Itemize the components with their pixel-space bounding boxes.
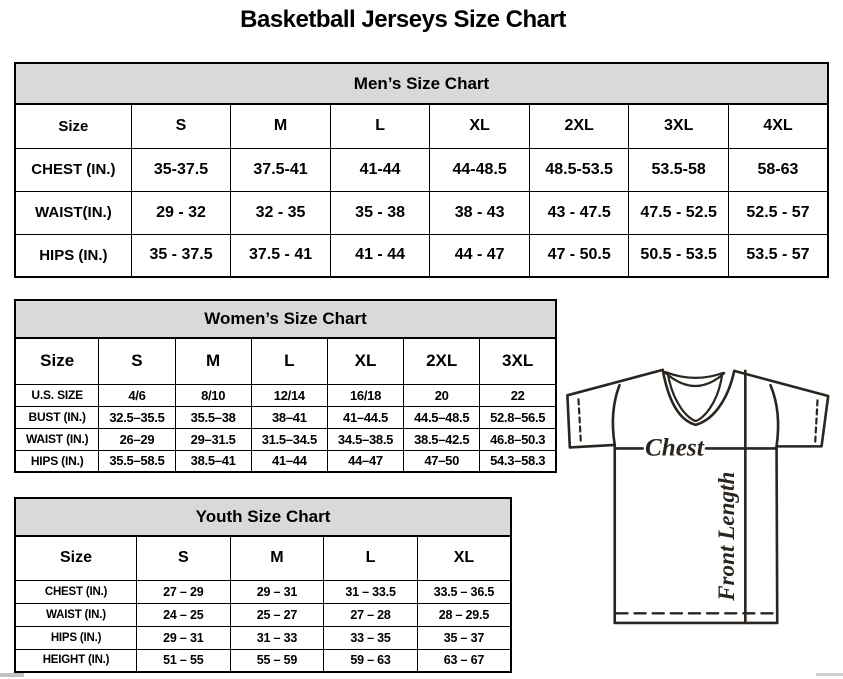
youth-size-value: 25 – 27 <box>230 603 324 626</box>
front-length-label: Front Length <box>714 471 741 601</box>
women-row-label: WAIST (IN.) <box>15 428 99 450</box>
youth-size-value: 59 – 63 <box>324 649 418 672</box>
youth-row-label: HIPS (IN.) <box>15 626 137 649</box>
men-size-value: 35 - 37.5 <box>131 234 231 277</box>
youth-size-value: 35 – 37 <box>417 626 511 649</box>
women-size-value: 47–50 <box>404 450 480 472</box>
youth-header-row <box>15 536 511 580</box>
youth-size-chart-section <box>14 497 512 673</box>
women-size-value: 8/10 <box>175 384 251 406</box>
men-size-value: 50.5 - 53.5 <box>629 234 729 277</box>
women-size-value: 35.5–38 <box>175 406 251 428</box>
women-size-value: 41–44 <box>251 450 327 472</box>
women-column-header: L <box>251 338 327 384</box>
men-size-value: 47 - 50.5 <box>529 234 629 277</box>
horizontal-scrollbar-fragment-right[interactable] <box>816 673 843 676</box>
women-table-row <box>15 406 556 428</box>
men-column-header: 4XL <box>728 104 828 148</box>
women-size-value: 31.5–34.5 <box>251 428 327 450</box>
women-table-row <box>15 428 556 450</box>
men-size-value: 37.5 - 41 <box>231 234 331 277</box>
men-size-value: 37.5-41 <box>231 148 331 191</box>
women-size-value: 44.5–48.5 <box>404 406 480 428</box>
youth-table-row <box>15 580 511 603</box>
men-size-value: 43 - 47.5 <box>529 191 629 234</box>
women-size-value: 38.5–42.5 <box>404 428 480 450</box>
men-size-header: Size <box>15 104 131 148</box>
men-table-row <box>15 234 828 277</box>
horizontal-scrollbar-fragment-left[interactable] <box>0 673 24 677</box>
men-size-value: 44 - 47 <box>430 234 530 277</box>
youth-chart-title: Youth Size Chart <box>14 497 512 535</box>
women-size-value: 44–47 <box>327 450 403 472</box>
women-size-value: 35.5–58.5 <box>99 450 175 472</box>
women-size-value: 16/18 <box>327 384 403 406</box>
men-row-label: HIPS (IN.) <box>15 234 131 277</box>
men-column-header: L <box>330 104 430 148</box>
youth-column-header: M <box>230 536 324 580</box>
womens-size-table <box>14 337 557 473</box>
men-size-value: 48.5-53.5 <box>529 148 629 191</box>
youth-size-value: 51 – 55 <box>137 649 231 672</box>
women-column-header: 2XL <box>404 338 480 384</box>
women-row-label: BUST (IN.) <box>15 406 99 428</box>
youth-size-value: 31 – 33 <box>230 626 324 649</box>
youth-column-header: L <box>324 536 418 580</box>
women-size-header: Size <box>15 338 99 384</box>
men-table-row <box>15 191 828 234</box>
men-size-value: 52.5 - 57 <box>728 191 828 234</box>
men-column-header: M <box>231 104 331 148</box>
mens-chart-title: Men’s Size Chart <box>14 62 829 103</box>
women-size-value: 38.5–41 <box>175 450 251 472</box>
youth-column-header: S <box>137 536 231 580</box>
chest-label: Chest <box>644 434 704 462</box>
jersey-outline <box>567 370 828 623</box>
men-column-header: S <box>131 104 231 148</box>
men-size-value: 41-44 <box>330 148 430 191</box>
youth-size-table <box>14 535 512 673</box>
youth-row-label: WAIST (IN.) <box>15 603 137 626</box>
youth-column-header: XL <box>417 536 511 580</box>
men-row-label: CHEST (IN.) <box>15 148 131 191</box>
page-title: Basketball Jerseys Size Chart <box>240 6 566 33</box>
women-size-value: 32.5–35.5 <box>99 406 175 428</box>
womens-chart-title: Women’s Size Chart <box>14 299 557 337</box>
men-column-header: 2XL <box>529 104 629 148</box>
youth-size-value: 27 – 29 <box>137 580 231 603</box>
women-size-value: 12/14 <box>251 384 327 406</box>
youth-size-value: 63 – 67 <box>417 649 511 672</box>
men-size-value: 32 - 35 <box>231 191 331 234</box>
women-size-value: 52.8–56.5 <box>480 406 556 428</box>
mens-size-chart-section <box>14 62 829 278</box>
youth-size-value: 29 – 31 <box>230 580 324 603</box>
women-size-value: 38–41 <box>251 406 327 428</box>
youth-row-label: CHEST (IN.) <box>15 580 137 603</box>
women-size-value: 54.3–58.3 <box>480 450 556 472</box>
men-size-value: 38 - 43 <box>430 191 530 234</box>
men-header-row <box>15 104 828 148</box>
men-row-label: WAIST(IN.) <box>15 191 131 234</box>
women-size-value: 29–31.5 <box>175 428 251 450</box>
collar-arc-outer <box>666 372 723 378</box>
youth-size-value: 31 – 33.5 <box>324 580 418 603</box>
women-column-header: 3XL <box>480 338 556 384</box>
youth-table-row <box>15 603 511 626</box>
youth-size-value: 27 – 28 <box>324 603 418 626</box>
youth-size-value: 33 – 35 <box>324 626 418 649</box>
youth-size-value: 29 – 31 <box>137 626 231 649</box>
men-column-header: XL <box>430 104 530 148</box>
men-size-value: 58-63 <box>728 148 828 191</box>
women-column-header: XL <box>327 338 403 384</box>
women-size-value: 26–29 <box>99 428 175 450</box>
women-column-header: S <box>99 338 175 384</box>
women-table-row <box>15 384 556 406</box>
mens-size-table <box>14 103 829 278</box>
men-size-value: 44-48.5 <box>430 148 530 191</box>
youth-size-value: 24 – 25 <box>137 603 231 626</box>
womens-size-chart-section <box>14 299 557 473</box>
youth-size-value: 28 – 29.5 <box>417 603 511 626</box>
women-row-label: HIPS (IN.) <box>15 450 99 472</box>
youth-table-row <box>15 626 511 649</box>
women-size-value: 41–44.5 <box>327 406 403 428</box>
youth-size-value: 55 – 59 <box>230 649 324 672</box>
men-size-value: 29 - 32 <box>131 191 231 234</box>
youth-table-row <box>15 649 511 672</box>
men-size-value: 53.5 - 57 <box>728 234 828 277</box>
men-size-value: 35-37.5 <box>131 148 231 191</box>
women-size-value: 46.8–50.3 <box>480 428 556 450</box>
youth-size-value: 33.5 – 36.5 <box>417 580 511 603</box>
men-size-value: 47.5 - 52.5 <box>629 191 729 234</box>
men-size-value: 35 - 38 <box>330 191 430 234</box>
youth-row-label: HEIGHT (IN.) <box>15 649 137 672</box>
women-header-row <box>15 338 556 384</box>
men-column-header: 3XL <box>629 104 729 148</box>
men-table-row <box>15 148 828 191</box>
men-size-value: 41 - 44 <box>330 234 430 277</box>
jersey-measurement-diagram <box>552 358 843 630</box>
women-size-value: 22 <box>480 384 556 406</box>
women-column-header: M <box>175 338 251 384</box>
youth-size-header: Size <box>15 536 137 580</box>
women-size-value: 34.5–38.5 <box>327 428 403 450</box>
women-size-value: 4/6 <box>99 384 175 406</box>
women-table-row <box>15 450 556 472</box>
women-row-label: U.S. SIZE <box>15 384 99 406</box>
women-size-value: 20 <box>404 384 480 406</box>
men-size-value: 53.5-58 <box>629 148 729 191</box>
